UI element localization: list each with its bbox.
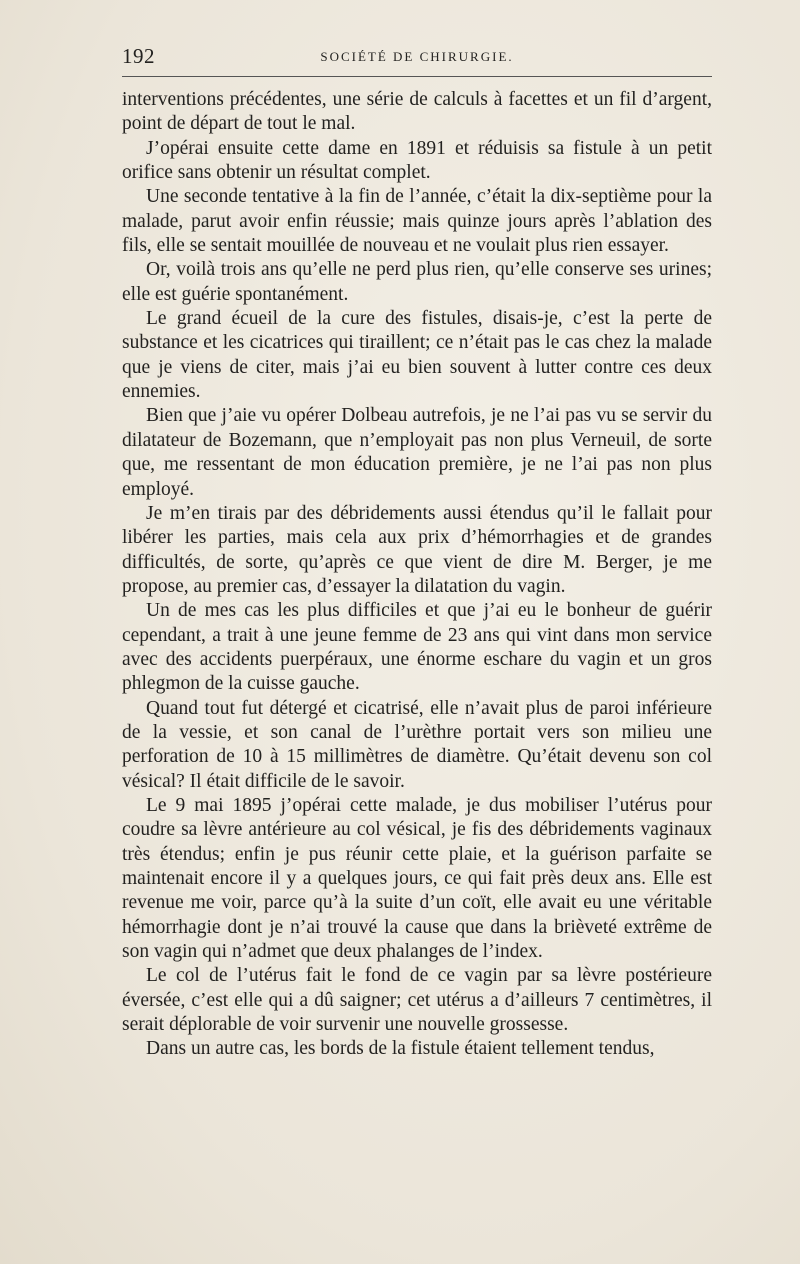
paragraph: Quand tout fut détergé et cicatrisé, elle n’avait plus de paroi inférieure de la vessie, et son canal de l’urèthre portait vers son milieu une perforation de 10 à 15 millimètres de diamètre. Qu’était devenu son col vésical? Il était difficile de le savoir. — [122, 697, 712, 792]
paragraph: Le col de l’utérus fait le fond de ce vagin par sa lèvre postérieure éversée, c’est elle qui a dû saigner; cet utérus a d’ailleurs 7 centimètres, il serait déplorable de voir survenir une nouvelle grossesse. — [122, 965, 712, 1036]
paragraph: Je m’en tirais par des débridements aussi étendus qu’il le fallait pour libérer les parties, mais cela aux prix d’hémorrhagies et de grandes difficultés, de sorte, qu’après ce que vient de dire M. Berger, je me propose, au premier cas, d’essayer la dilatation du vagin. — [122, 502, 712, 597]
page-number: 192 — [122, 44, 155, 68]
paragraph: Or, voilà trois ans qu’elle ne perd plus rien, qu’elle conserve ses urines; elle est guérie spontanément. — [122, 259, 712, 305]
body-text — [122, 88, 712, 1062]
paragraph: Une seconde tentative à la fin de l’année, c’était la dix-septième pour la malade, parut avoir enfin réussie; mais quinze jours après l’ablation des fils, elle se sentait mouillée de nouveau et ne voulait plus rien essayer. — [122, 186, 712, 257]
running-head: SOCIÉTÉ DE CHIRURGIE. — [320, 49, 514, 64]
paragraph: Le grand écueil de la cure des fistules, disais-je, c’est la perte de substance et les cicatrices qui tiraillent; ce n’était pas le cas chez la malade que je viens de citer, mais j’ai eu bien souvent à lutter contre ces deux ennemies. — [122, 308, 712, 403]
header-rule — [122, 76, 712, 77]
paragraph: Dans un autre cas, les bords de la fistule étaient tellement tendus, — [146, 1038, 655, 1060]
paragraph: Le 9 mai 1895 j’opérai cette malade, je dus mobiliser l’utérus pour coudre sa lèvre antérieure au col vésical, je fis des débridements vaginaux très étendus; enfin je pus réunir cette plaie, et la guérison parfaite se maintenait encore il y a quelques jours, ce qui fait près deux ans. Elle est revenue me voir, parce qu’à la suite d’un coït, elle avait eu une véritable hémorrhagie dont je n’ai trouvé la cause que dans la brièveté extrême de son vagin qui n’admet que deux phalanges de l’index. — [122, 794, 712, 963]
paragraph: interventions précédentes, une série de calculs à facettes et un fil d’argent, point de départ de tout le mal. — [122, 89, 712, 135]
paragraph: Bien que j’aie vu opérer Dolbeau autrefois, je ne l’ai pas vu se servir du dilatateur de Bozemann, que n’employait pas non plus Verneuil, de sorte que, me ressentant de mon éducation première, je ne l’ai pas non plus employé. — [122, 405, 712, 500]
paragraph: Un de mes cas les plus difficiles et que j’ai eu le bonheur de guérir cependant, a trait à une jeune femme de 23 ans qui vint dans mon service avec des accidents puerpéraux, une énorme eschare du vagin et un gros phlegmon de la cuisse gauche. — [122, 600, 712, 695]
page-header — [122, 40, 712, 70]
paragraph: J’opérai ensuite cette dame en 1891 et réduisis sa fistule à un petit orifice sans obtenir un résultat complet. — [122, 137, 712, 184]
